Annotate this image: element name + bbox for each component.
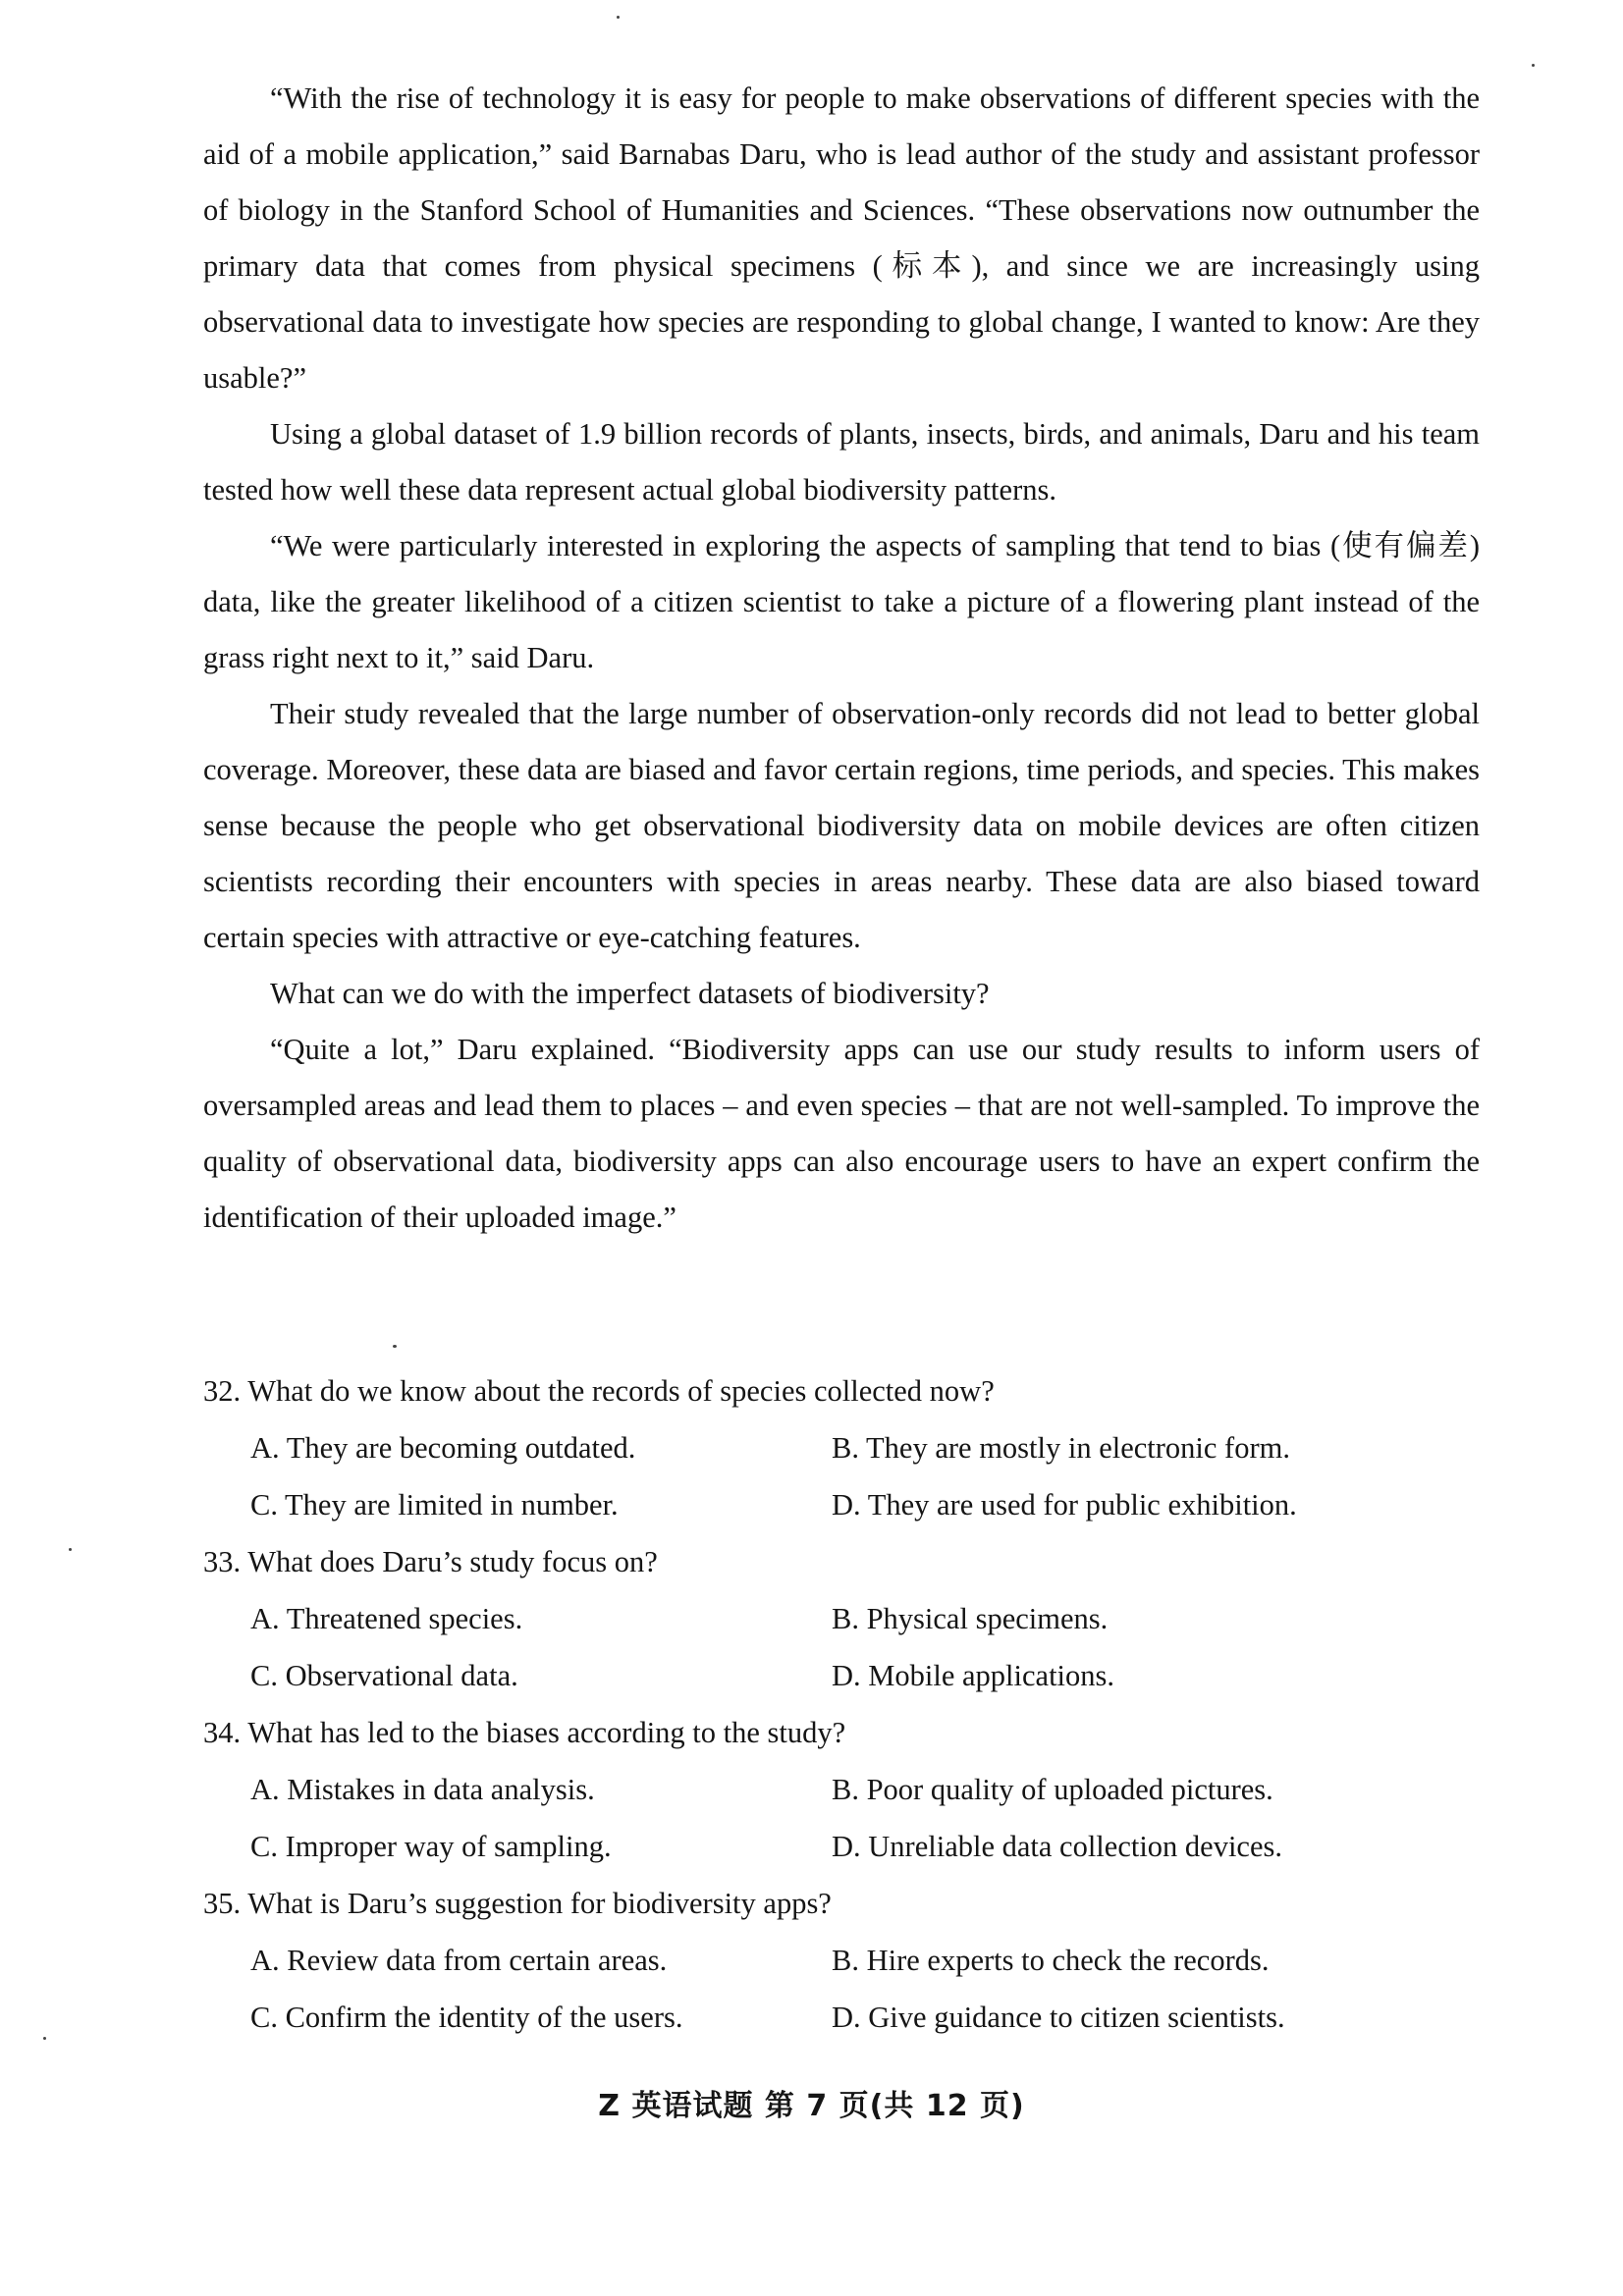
option-row bbox=[203, 1476, 1480, 1533]
option-row bbox=[203, 1419, 1480, 1476]
reading-passage bbox=[203, 71, 1480, 1246]
option-row bbox=[203, 1647, 1480, 1704]
option-b: B. They are mostly in electronic form. bbox=[832, 1431, 1290, 1465]
question-32 bbox=[203, 1362, 1480, 1533]
option-c: C. Confirm the identity of the users. bbox=[250, 2001, 683, 2034]
option-c: C. Observational data. bbox=[250, 1659, 518, 1692]
option-c: C. They are limited in number. bbox=[250, 1488, 619, 1522]
question-stem: 34. What has led to the biases according to the study? bbox=[203, 1716, 846, 1749]
option-a: A. They are becoming outdated. bbox=[250, 1431, 636, 1465]
question-list bbox=[203, 1362, 1480, 2046]
option-b: B. Physical specimens. bbox=[832, 1602, 1109, 1635]
option-row bbox=[203, 1989, 1480, 2046]
passage-paragraph: Using a global dataset of 1.9 billion records of plants, insects, birds, and animals, Daru and his team tested how well these data represent actual global biodiversity patterns. bbox=[203, 417, 1480, 507]
option-row bbox=[203, 1590, 1480, 1647]
scan-speck bbox=[43, 2037, 46, 2040]
option-a: A. Review data from certain areas. bbox=[250, 1944, 668, 1977]
option-row bbox=[203, 1818, 1480, 1875]
passage-paragraph: “Quite a lot,” Daru explained. “Biodiversity apps can use our study results to inform users of oversampled areas and lead them to places – and even species – that are not well-sampled. To improve the quality of observational data, biodiversity apps can also encourage users to have an expert confirm the identification of their uploaded image.” bbox=[203, 1033, 1480, 1234]
option-b: B. Poor quality of uploaded pictures. bbox=[832, 1773, 1273, 1806]
option-d: D. Unreliable data collection devices. bbox=[832, 1830, 1283, 1863]
option-a: A. Threatened species. bbox=[250, 1602, 523, 1635]
option-a: A. Mistakes in data analysis. bbox=[250, 1773, 595, 1806]
option-c: C. Improper way of sampling. bbox=[250, 1830, 612, 1863]
passage-paragraph: Their study revealed that the large number of observation-only records did not lead to better global coverage. Moreover, these data are biased and favor certain regions, time periods, and species. This makes sense because the people who get observational biodiversity data on mobile devices are often citizen scientists recording their encounters with species in areas nearby. These data are also biased toward certain species with attractive or eye-catching features. bbox=[203, 697, 1480, 954]
option-row bbox=[203, 1761, 1480, 1818]
option-d: D. Give guidance to citizen scientists. bbox=[832, 2001, 1285, 2034]
scan-speck bbox=[393, 1345, 397, 1348]
scan-speck bbox=[617, 16, 620, 19]
scan-speck bbox=[1532, 64, 1535, 67]
question-34 bbox=[203, 1704, 1480, 1875]
option-d: D. They are used for public exhibition. bbox=[832, 1488, 1297, 1522]
question-35 bbox=[203, 1875, 1480, 2046]
option-row bbox=[203, 1932, 1480, 1989]
scan-speck bbox=[69, 1548, 72, 1551]
passage-paragraph: What can we do with the imperfect datasets of biodiversity? bbox=[270, 977, 990, 1010]
option-b: B. Hire experts to check the records. bbox=[832, 1944, 1270, 1977]
question-stem: 32. What do we know about the records of species collected now? bbox=[203, 1374, 995, 1408]
question-stem: 33. What does Daru’s study focus on? bbox=[203, 1545, 658, 1578]
passage-paragraph: “We were particularly interested in exploring the aspects of sampling that tend to bias (使有偏差) data, like the greater likelihood of a citizen scientist to take a picture of a flowering plant instead of the grass right next to it,” said Daru. bbox=[203, 529, 1480, 674]
passage-paragraph: “With the rise of technology it is easy for people to make observations of different species with the aid of a mobile application,” said Barnabas Daru, who is lead author of the study and assistant professor of biology in the Stanford School of Humanities and Sciences. “These observations now outnumber the primary data that comes from physical specimens (标本), and since we are increasingly using observational data to investigate how species are responding to global change, I wanted to know: Are they usable?” bbox=[203, 81, 1480, 395]
question-stem: 35. What is Daru’s suggestion for biodiversity apps? bbox=[203, 1887, 832, 1920]
option-d: D. Mobile applications. bbox=[832, 1659, 1115, 1692]
question-33 bbox=[203, 1533, 1480, 1704]
page-footer: Z 英语试题 第 7 页(共 12 页) bbox=[598, 2089, 1025, 2123]
